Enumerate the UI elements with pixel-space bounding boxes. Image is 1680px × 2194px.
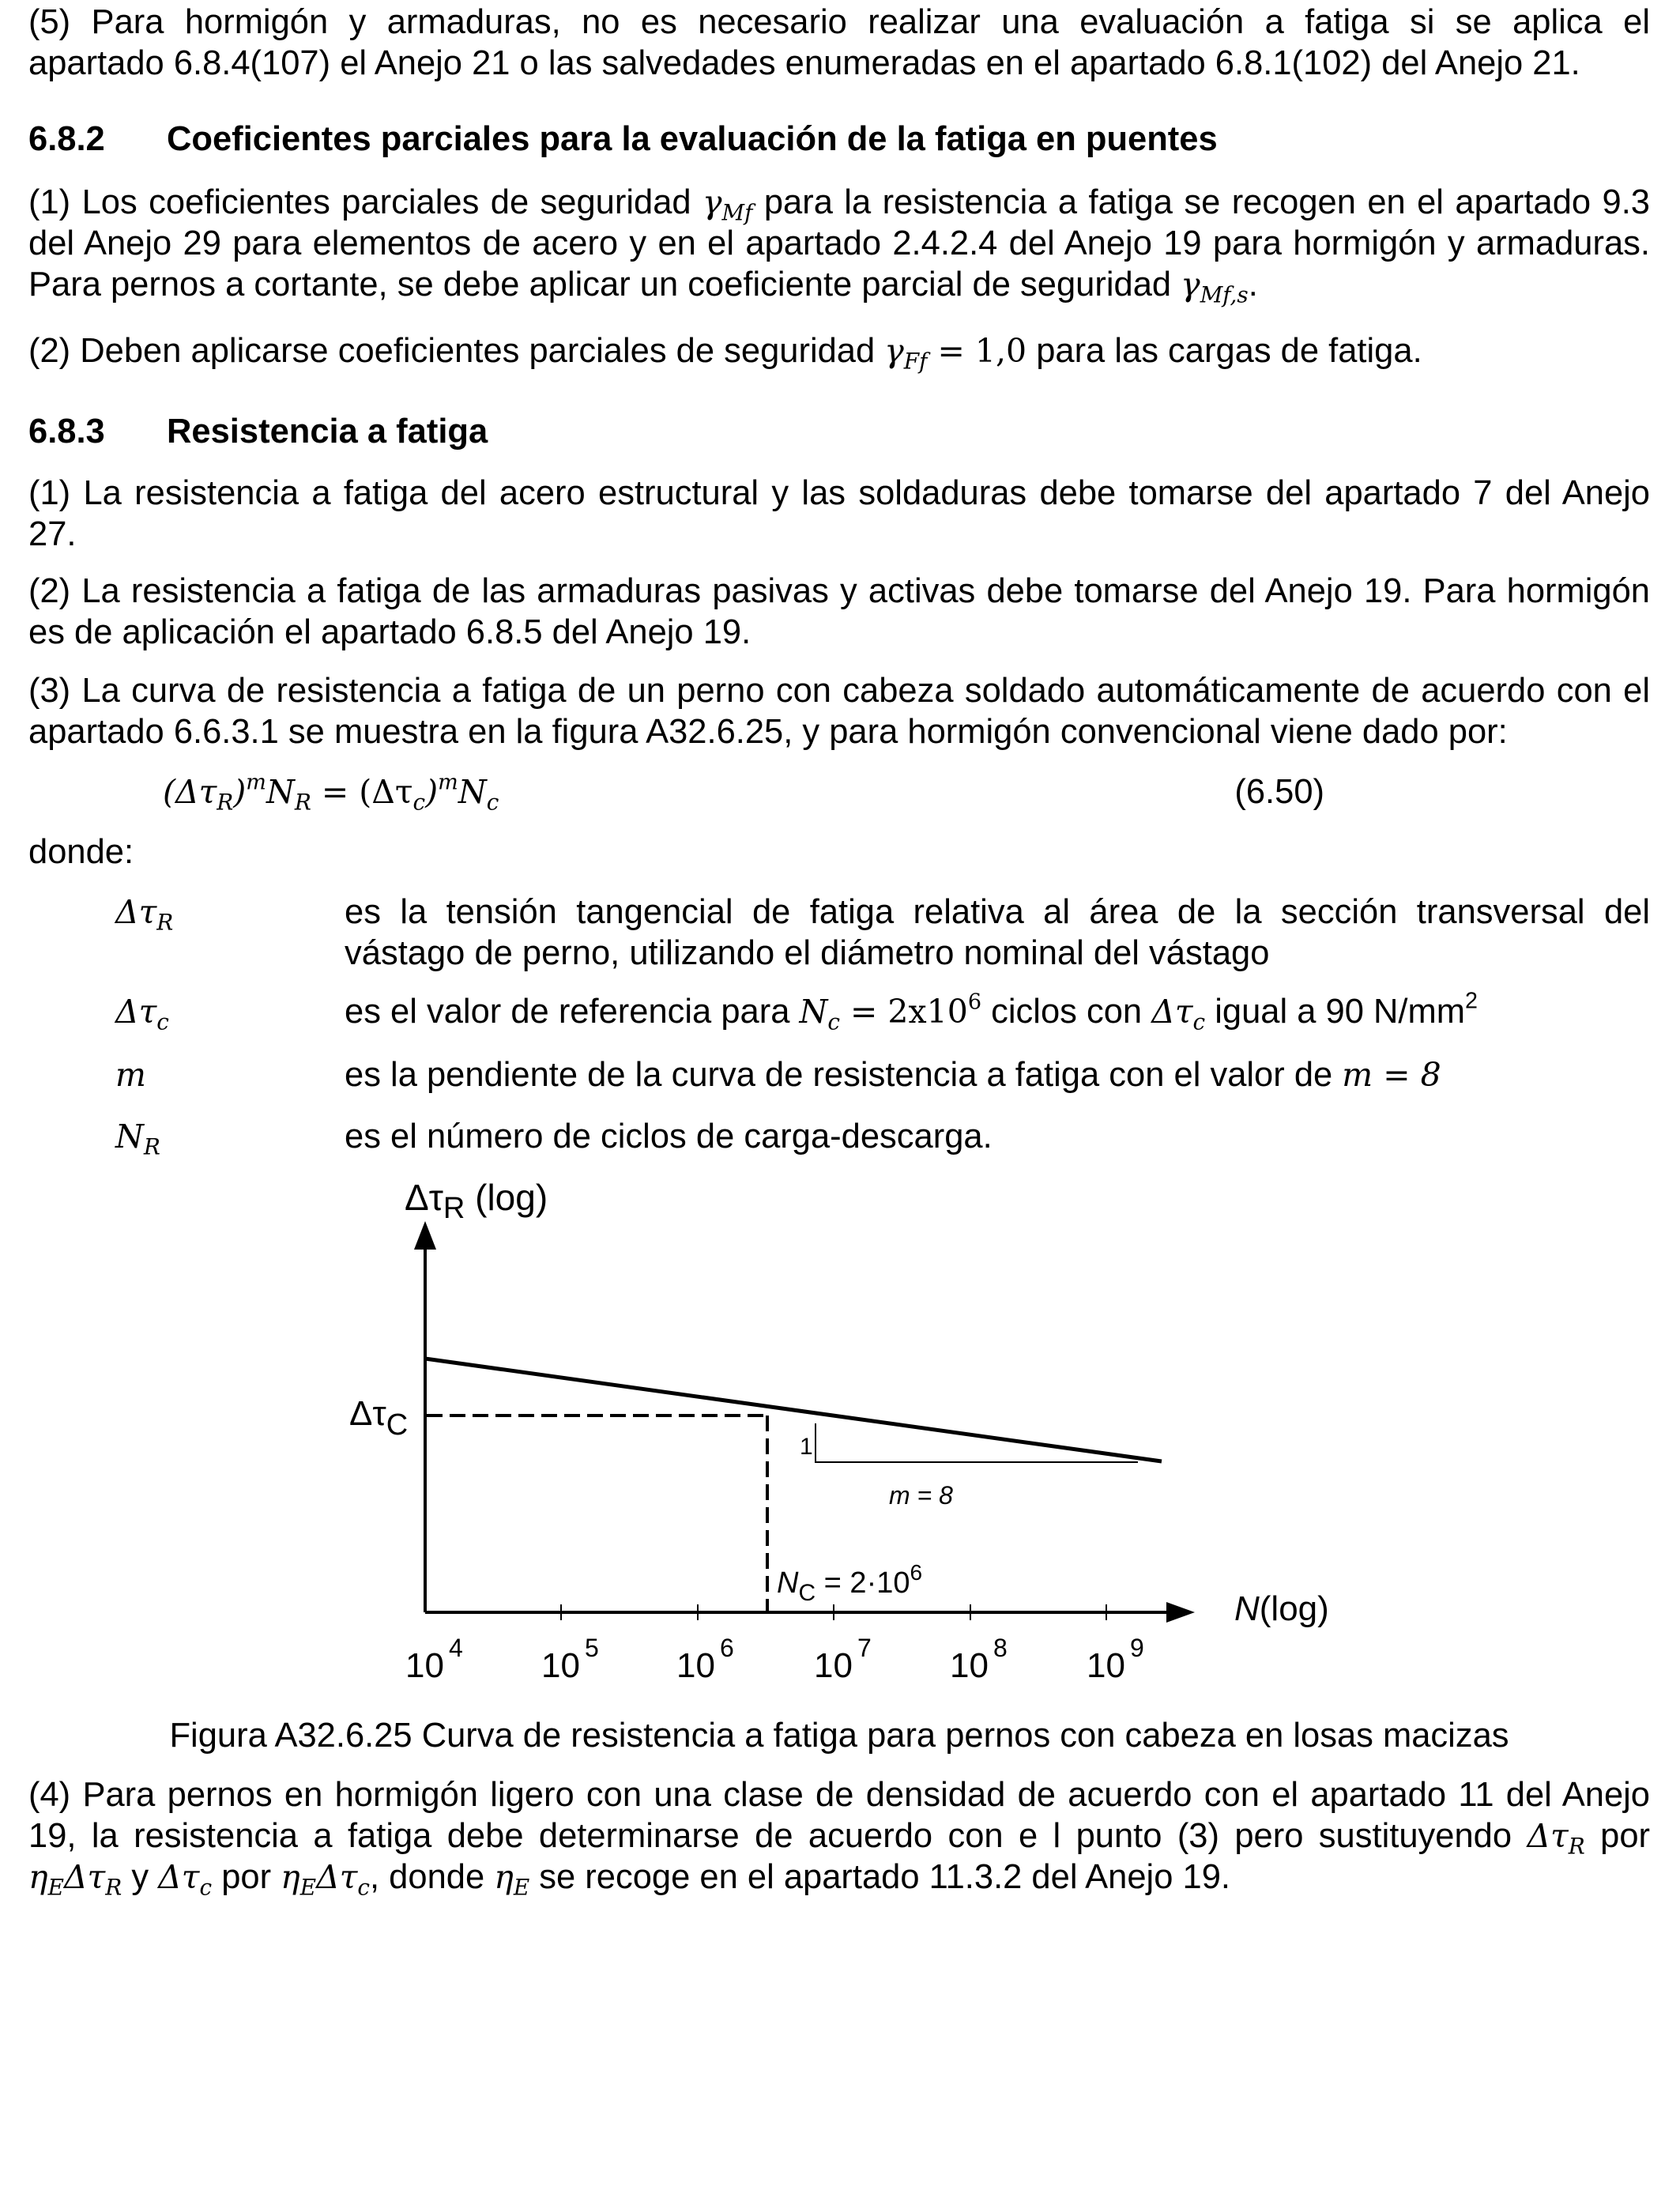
y-axis-label: $\Delta\tau_R$ (log) — [405, 1177, 548, 1225]
fatigue-curve-line — [425, 1359, 1162, 1461]
slope-one-label: 1 — [800, 1434, 813, 1460]
paragraph-5-line-2: apartado 6.8.4(107) el Anejo 21 o las salvedades enumeradas en el apartado 6.8.1(102) del Anejo 21. — [28, 44, 1580, 82]
figure-fatigue-curve — [316, 1174, 1375, 1695]
gamma-mfs-symbol: $\gamma_{Mf,s}$ — [1181, 266, 1249, 308]
gamma-mf-symbol: $\gamma_{Mf}$ — [703, 183, 753, 226]
tick-label: 10 $^4$ — [405, 1634, 463, 1685]
definition-symbol: m — [115, 1056, 146, 1094]
nc-label: $N_C = 2\cdot 10^6$ — [777, 1560, 923, 1606]
equation-body: $(\Delta\tau_R)^mN_R = (\Delta\tau_c)^mN_c$ — [163, 770, 499, 816]
tick-label: 10 $^6$ — [676, 1634, 734, 1685]
gamma-ff-symbol: $\gamma_{Ff}$ — [884, 332, 928, 375]
definition-delta-tau-r: $\Delta\tau_R$ es la tensión tangencial de fatiga relativa al área de la sección transversal del vástago de perno, utilizando el diámetro nominal del vástago — [115, 893, 1650, 972]
reference-value-label: ΔτC — [349, 1394, 409, 1442]
x-axis-label: N(log) — [1234, 1589, 1329, 1628]
figure-caption: Figura A32.6.25 Curva de resistencia a fatiga para pernos con cabeza en losas macizas — [169, 1717, 1509, 1755]
paragraph-5-line-1: (5) Para hormigón y armaduras, no es necesario realizar una evaluación a fatiga si se aplica el — [28, 3, 1650, 41]
paragraph-6-8-2-1: (1) Los coeficientes parciales de seguridad $\gamma_{Mf}$ para la resistencia a fatiga se recogen en el apartado 9.3 del Anejo 29 para elementos de acero y en el apartado 2.4.2.4 del Anejo 19 para hormigón y armaduras. Para pernos a cortante, se debe aplicar un coeficiente parcial de seguridad $\gamma_{Mf,s}$. — [28, 183, 1650, 308]
section-title: Resistencia a fatiga — [167, 413, 488, 450]
definition-m: m es la pendiente de la curva de resistencia a fatiga con el valor de m = 8 — [115, 1056, 1441, 1094]
slope-triangle — [816, 1423, 1138, 1462]
paragraph-6-8-3-4: (4) Para pernos en hormigón ligero con una clase de densidad de acuerdo con el apartado 11 del Anejo 19, la resistencia a fatiga debe determinarse de acuerdo con e l punto (3) pero sustituyendo $\Delta\tau_R$ por $\eta_E\Delta\tau_R$ y $\Delta\tau_c$ por $\eta_E\Delta\tau_c$, donde $\eta_E$ se recoge en el apartado 11.3.2 del Anejo 19. — [28, 1776, 1650, 1901]
slope-m-label: m = 8 — [889, 1481, 953, 1510]
tick-label: 10 $^9$ — [1087, 1634, 1144, 1685]
definition-delta-tau-c: $\Delta\tau_c$ es el valor de referencia para $N_c = 2x10^6$ ciclos con $\Delta\tau_c$ igual a 90 $N/mm^2$ — [115, 988, 1478, 1035]
section-heading-6-8-3 — [28, 411, 1650, 452]
section-title: Coeficientes parciales para la evaluación de la fatiga en puentes — [167, 120, 1218, 158]
paragraph-6-8-3-2: (2) La resistencia a fatiga de las armaduras pasivas y activas debe tomarse del Anejo 19. Para hormigón es de aplicación el apartado 6.8.5 del Anejo 19. — [28, 572, 1650, 651]
tick-label: 10 $^5$ — [541, 1634, 599, 1685]
definition-symbol: $\Delta\tau_c$ — [115, 993, 169, 1035]
donde-label: donde: — [28, 833, 134, 871]
equation-6-50 — [163, 770, 1324, 816]
section-heading-6-8-2 — [28, 119, 1650, 160]
fatigue-curve-diagram — [316, 1174, 1375, 1695]
definition-symbol: $\Delta\tau_R$ — [115, 893, 174, 936]
section-number: 6.8.3 — [28, 413, 105, 450]
definition-symbol: $N_R$ — [115, 1118, 160, 1160]
section-number: 6.8.2 — [28, 120, 105, 158]
x-axis-arrowhead — [1166, 1602, 1195, 1623]
equation-number: (6.50) — [1234, 773, 1324, 811]
tick-label: 10 $^8$ — [950, 1634, 1008, 1685]
paragraph-5 — [28, 2, 1650, 84]
paragraph-6-8-3-1: (1) La resistencia a fatiga del acero estructural y las soldaduras debe tomarse del apartado 7 del Anejo 27. — [28, 474, 1650, 553]
x-tick-labels — [405, 1634, 1144, 1685]
paragraph-6-8-3-3: (3) La curva de resistencia a fatiga de un perno con cabeza soldado automáticamente de acuerdo con el apartado 6.6.3.1 se muestra en la figura A32.6.25, y para hormigón convencional viene dado por: — [28, 672, 1650, 751]
paragraph-6-8-2-2: (2) Deben aplicarse coeficientes parciales de seguridad $\gamma_{Ff} = 1,0$ para las cargas de fatiga. — [28, 332, 1422, 375]
definition-n-r: $N_R$ es el número de ciclos de carga-descarga. — [115, 1118, 993, 1160]
y-axis-arrowhead — [414, 1221, 436, 1250]
tick-label: 10 $^7$ — [814, 1634, 872, 1685]
